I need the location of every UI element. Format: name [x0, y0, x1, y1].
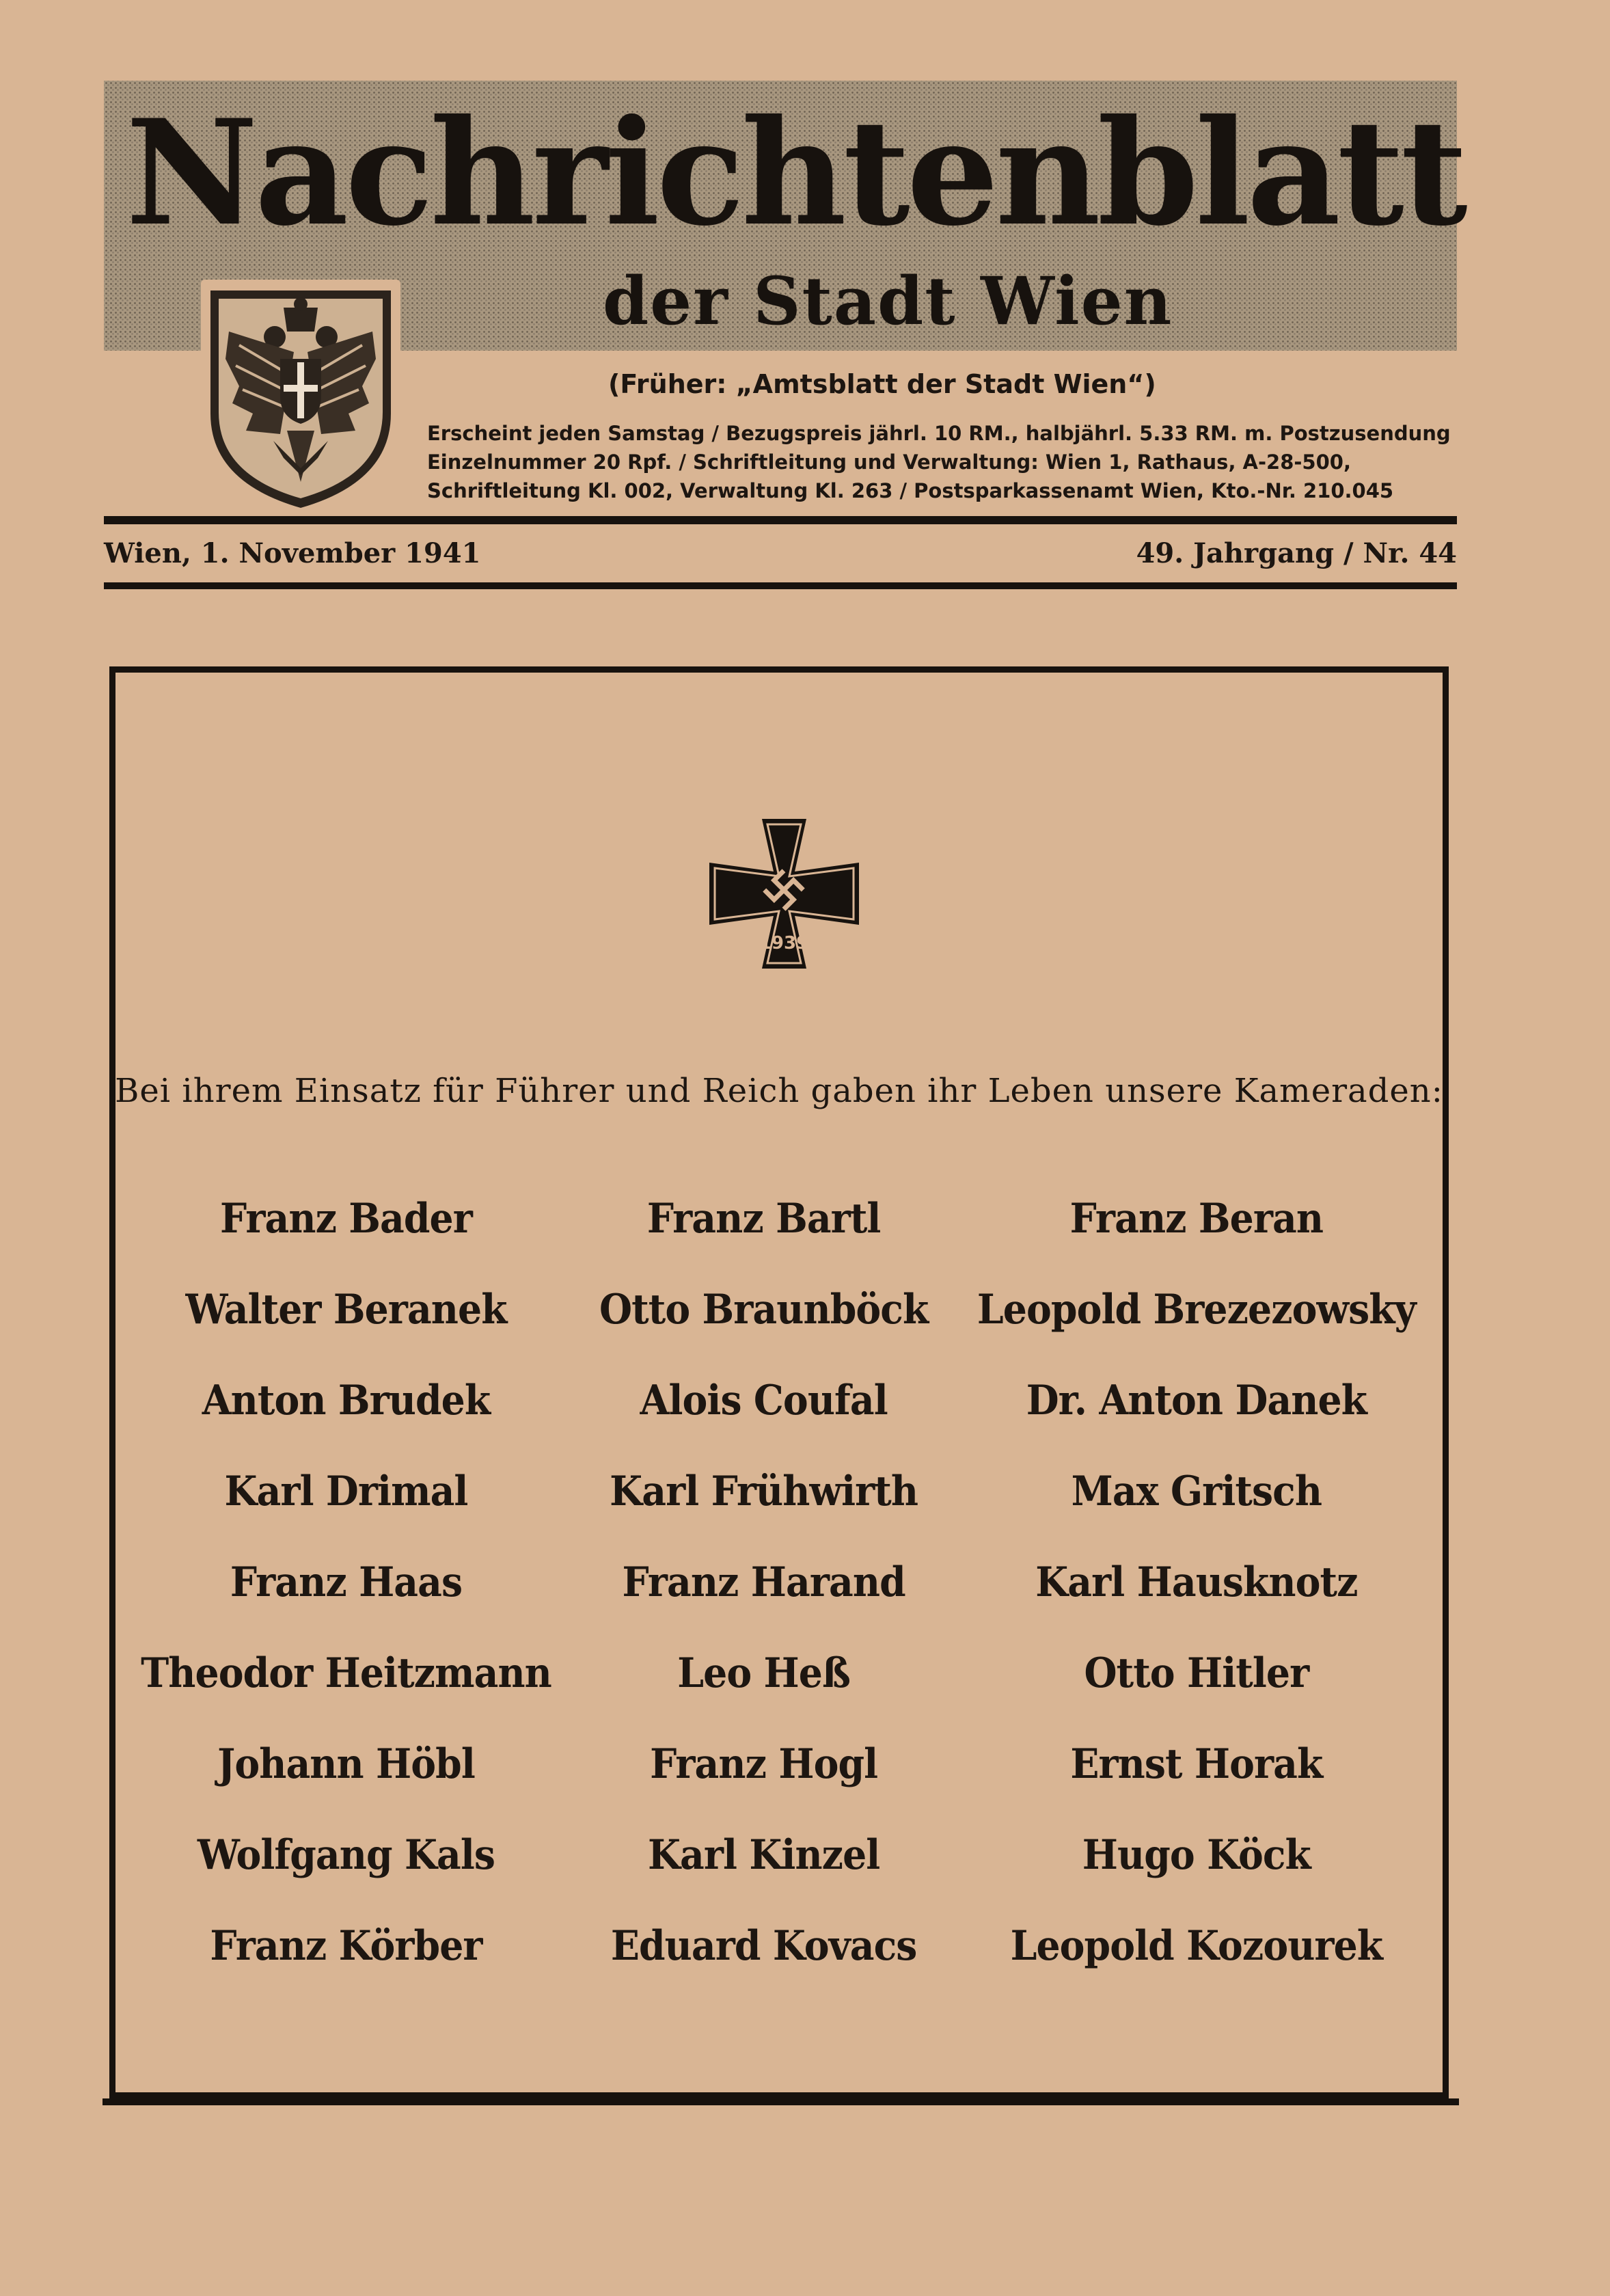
info-line: Einzelnummer 20 Rpf. / Schriftleitung und Verwaltung: Wien 1, Rathaus, A-28-500,	[427, 450, 1351, 474]
fallen-name: Franz Harand	[622, 1558, 905, 1606]
fallen-name: Franz Körber	[210, 1922, 482, 1970]
dateline	[104, 535, 1457, 576]
iron-cross-icon	[704, 813, 864, 974]
masthead-subtitle: der Stadt Wien	[603, 262, 1173, 340]
fallen-name: Alois Coufal	[640, 1377, 888, 1424]
fallen-name: Franz Hogl	[650, 1740, 878, 1788]
issue-date: Wien, 1. November 1941	[104, 537, 481, 569]
fallen-name: Hugo Köck	[1082, 1831, 1311, 1879]
fallen-name: Theodor Heitzmann	[141, 1649, 551, 1697]
bottom-rule	[103, 2098, 1459, 2105]
fallen-name: Franz Bader	[220, 1195, 472, 1243]
fallen-name: Karl Kinzel	[647, 1831, 880, 1879]
fallen-name: Karl Frühwirth	[610, 1468, 918, 1515]
fallen-name: Ernst Horak	[1070, 1740, 1323, 1788]
fallen-name: Franz Bartl	[646, 1195, 881, 1243]
fallen-name: Franz Beran	[1069, 1195, 1324, 1243]
fallen-name: Leopold Brezezowsky	[977, 1286, 1417, 1334]
masthead-title: Nachrichtenblatt	[126, 87, 1464, 258]
fallen-name: Leopold Kozourek	[1010, 1922, 1383, 1970]
fallen-name: Eduard Kovacs	[610, 1922, 917, 1970]
issue-number: 49. Jahrgang / Nr. 44	[1136, 537, 1457, 569]
fallen-name: Johann Höbl	[217, 1740, 475, 1788]
former-title-note: (Früher: „Amtsblatt der Stadt Wien“)	[608, 369, 1156, 399]
fallen-name: Walter Beranek	[185, 1286, 507, 1334]
vienna-coat-of-arms-icon	[198, 277, 403, 513]
fallen-name: Wolfgang Kals	[197, 1831, 495, 1879]
publication-info	[427, 419, 1451, 505]
fallen-name: Otto Hitler	[1084, 1649, 1309, 1697]
fallen-name: Dr. Anton Danek	[1026, 1377, 1367, 1424]
memorial-intro: Bei ihrem Einsatz für Führer und Reich gaben ihr Leben unsere Kameraden:	[115, 1072, 1443, 1110]
dateline-rule	[104, 582, 1457, 589]
cross-year: 1939	[759, 933, 809, 954]
fallen-name: Anton Brudek	[202, 1377, 491, 1424]
fallen-name: Franz Haas	[230, 1558, 463, 1606]
fallen-name: Max Gritsch	[1071, 1468, 1322, 1515]
fallen-name: Leo Heß	[677, 1649, 851, 1697]
info-line: Erscheint jeden Samstag / Bezugspreis jährl. 10 RM., halbjährl. 5.33 RM. m. Postzusendung	[427, 422, 1451, 445]
fallen-name: Karl Hausknotz	[1035, 1558, 1358, 1606]
fallen-name: Karl Drimal	[224, 1468, 468, 1515]
info-line: Schriftleitung Kl. 002, Verwaltung Kl. 263 / Postsparkassenamt Wien, Kto.-Nr. 210.045	[427, 479, 1394, 502]
fallen-name: Otto Braunböck	[599, 1286, 929, 1334]
fallen-names-list	[123, 1188, 1435, 2006]
top-rule	[104, 516, 1457, 524]
